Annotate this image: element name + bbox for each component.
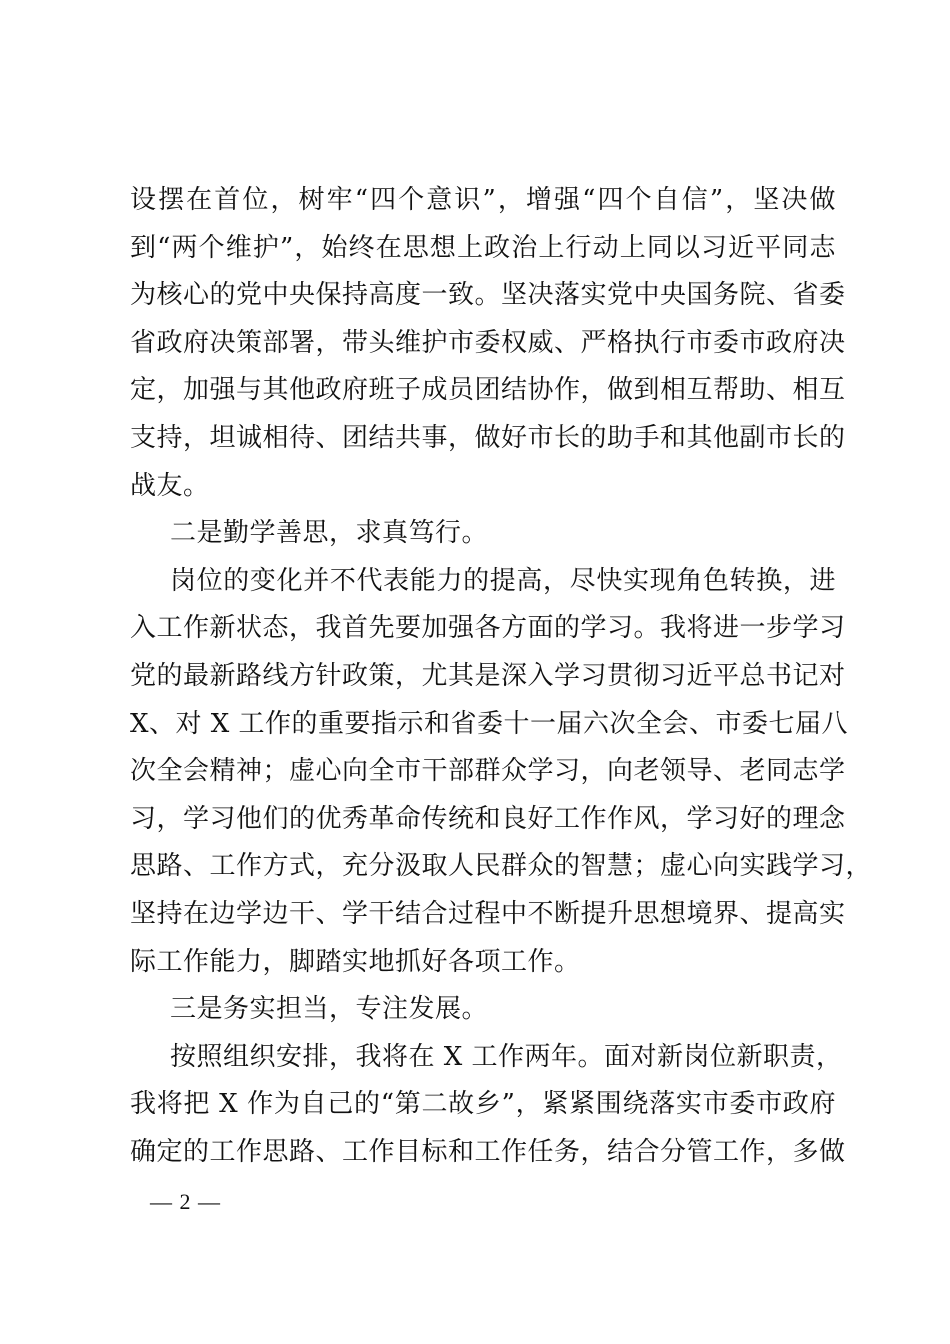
section-heading: 三是务实担当，专注发展。 [170, 994, 489, 1025]
text-line: 入工作新状态，我首先要加强各方面的学习。我将进一步学习 [130, 613, 846, 644]
text-line: 坚持在边学边干、学干结合过程中不断提升思想境界、提高实 [130, 898, 846, 929]
text-line: 支持，坦诚相待、团结共事，做好市长的助手和其他副市长的 [130, 422, 846, 453]
section-heading: 二是勤学善思，求真笃行。 [170, 518, 489, 549]
body-text [130, 177, 873, 1176]
text-line: 确定的工作思路、工作目标和工作任务，结合分管工作，多做 [130, 1136, 846, 1167]
text-line: 习，学习他们的优秀革命传统和良好工作作风，学习好的理念 [130, 803, 846, 834]
text-line: 岗位的变化并不代表能力的提高，尽快实现角色转换，进 [170, 565, 836, 596]
text-line: 按照组织安排，我将在 X 工作两年。面对新岗位新职责， [170, 1041, 843, 1072]
text-line: 党的最新路线方针政策，尤其是深入学习贯彻习近平总书记对 [130, 660, 846, 691]
text-line: 次全会精神；虚心向全市干部群众学习，向老领导、老同志学 [130, 756, 846, 787]
text-line: 战友。 [130, 470, 210, 501]
text-line: 际工作能力，脚踏实地抓好各项工作。 [130, 946, 581, 977]
page-number: — 2 — [150, 1189, 221, 1214]
text-line: 到“两个维护”，始终在思想上政治上行动上同以习近平同志 [130, 232, 836, 263]
text-line: 定，加强与其他政府班子成员团结协作，做到相互帮助、相互 [130, 375, 846, 406]
text-line: 思路、工作方式，充分汲取人民群众的智慧；虚心向实践学习， [130, 851, 873, 882]
text-line: 省政府决策部署，带头维护市委权威、严格执行市委市政府决 [130, 327, 846, 358]
text-line: 为核心的党中央保持高度一致。坚决落实党中央国务院、省委 [130, 280, 846, 311]
text-line: 我将把 X 作为自己的“第二故乡”，紧紧围绕落实市委市政府 [130, 1089, 836, 1120]
text-line: 设摆在首位，树牢“四个意识”，增强“四个自信”，坚决做 [130, 185, 836, 215]
text-line: X、对 X 工作的重要指示和省委十一届六次全会、市委七届八 [130, 708, 849, 739]
